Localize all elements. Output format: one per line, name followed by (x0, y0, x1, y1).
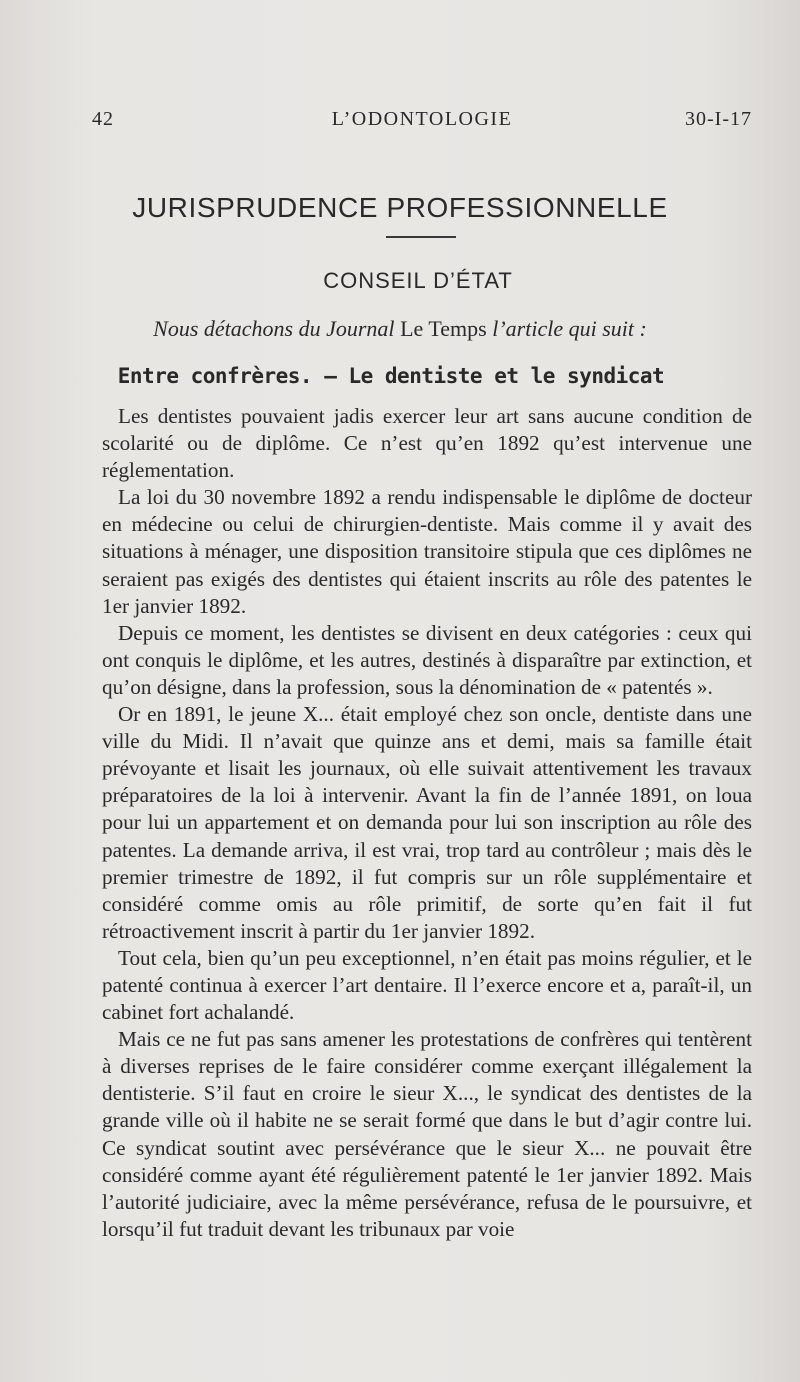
journal-title: L’ODONTOLOGIE (331, 108, 513, 130)
paragraph: Les dentistes pouvaient jadis exercer leur art sans aucune condition de scolarité ou de diplôme. Ce n’est qu’en 1892 qu’est intervenue une réglementation. (102, 404, 752, 483)
section-heading: Entre confrères. — Le dentiste et le syndicat (117, 364, 665, 388)
intro-part-1: Nous détachons du Journal (153, 316, 395, 341)
paragraph: Mais ce ne fut pas sans amener les protestations de confrères qui tentèrent à diverses reprises de le faire considérer comme exerçant illégalement la dentisterie. S’il faut en croire le sieur X..., le syndicat des dentistes de la grande ville où il habite ne se serait formé que dans le but d’agir contre lui. Ce syndicat soutint avec persévérance que le sieur X... ne pouvait être considéré comme ayant été régulièrement patenté le 1er janvier 1892. Mais l’autorité judiciaire, avec la même persévérance, refusa de le poursuivre, et lorsqu’il fut traduit devant les tribunaux par voie (102, 1027, 752, 1241)
title-divider (386, 236, 456, 238)
paragraph: Tout cela, bien qu’un peu exceptionnel, n’en était pas moins régulier, et le patenté continua à exercer l’art dentaire. Il l’exerce encore et a, paraît-il, un cabinet fort achalandé. (102, 945, 752, 1025)
article-body (102, 403, 752, 1243)
article-subtitle: CONSEIL D’ÉTAT (323, 268, 513, 293)
intro-line (0, 316, 800, 342)
newspaper-name: Le Temps (400, 316, 487, 341)
intro-part-3: l’article qui suit : (492, 316, 647, 341)
paragraph: Depuis ce moment, les dentistes se divisent en deux catégories : ceux qui ont conquis le diplôme, et les autres, destinés à disparaître par extinction, et qu’on désigne, dans la profession, sous la dénomination de « patentés ». (102, 620, 752, 699)
page-number: 42 (92, 108, 114, 130)
running-header (92, 108, 752, 138)
paragraph: La loi du 30 novembre 1892 a rendu indispensable le diplôme de docteur en médecine ou celui de chirurgien-dentiste. Mais comme il y avait des situations à ménager, une disposition transitoire stipula que ces diplômes ne seraient pas exigés des dentistes qui étaient inscrits au rôle des patentes le 1er janvier 1892. (102, 485, 752, 618)
article-title: JURISPRUDENCE PROFESSIONNELLE (132, 192, 668, 223)
issue-date: 30-I-17 (685, 108, 752, 130)
paragraph: Or en 1891, le jeune X... était employé chez son oncle, dentiste dans une ville du Midi. Il n’avait que quinze ans et demi, mais sa famille était prévoyante et lisait les journaux, où elle suivait attentivement les travaux préparatoires de la loi à intervenir. Avant la fin de l’année 1891, on loua pour lui un appartement et on demanda pour lui son inscription au rôle des patentes. La demande arriva, il est vrai, trop tard au contrôleur ; mais dès le premier trimestre de 1892, il fut compris sur un rôle supplémentaire et considéré comme omis au rôle primitif, de sorte qu’en fait il fut rétroactivement inscrit à partir du 1er janvier 1892. (102, 702, 752, 943)
